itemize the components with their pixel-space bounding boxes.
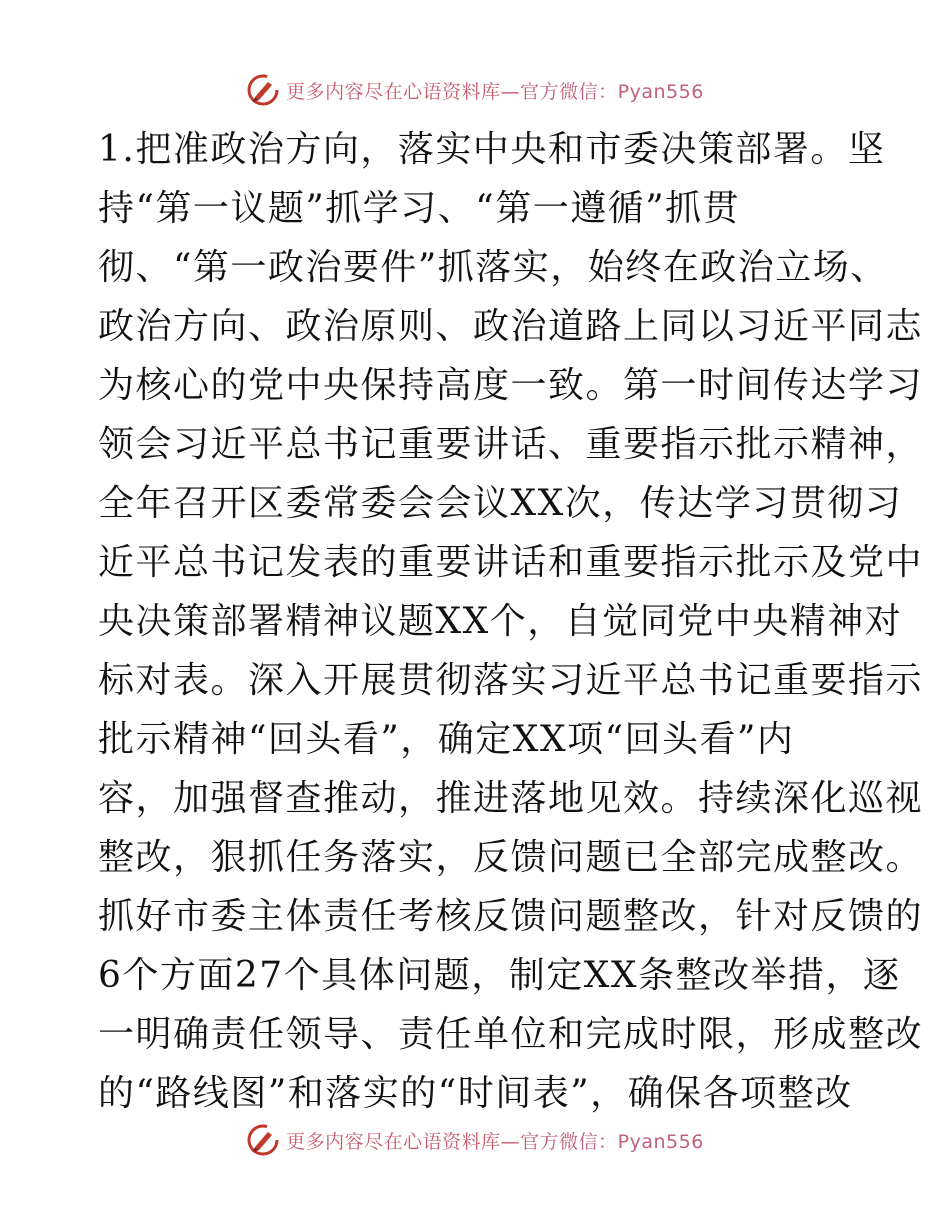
header-banner-text xyxy=(286,77,704,104)
paragraph-line: 标对表。深入开展贯彻落实习近平总书记重要指示 xyxy=(98,660,924,701)
paragraph-line: 彻、“第一政治要件”抓落实，始终在政治立场、 xyxy=(98,247,888,288)
pen-logo-icon xyxy=(246,73,280,107)
header-library-text: 更多内容尽在心语资料库 xyxy=(286,80,501,103)
pen-logo-icon xyxy=(246,1123,280,1157)
paragraph-line: 1.把准政治方向，落实中央和市委决策部署。坚 xyxy=(98,129,886,170)
paragraph-line: 近平总书记发表的重要讲话和重要指示批示及党中 xyxy=(98,542,924,583)
header-wechat-text: 官方微信：Pyan556 xyxy=(520,80,704,103)
paragraph-line: 整改，狠抓任务落实，反馈问题已全部完成整改。 xyxy=(98,837,924,878)
paragraph-line: 持“第一议题”抓学习、“第一遵循”抓贯 xyxy=(98,188,741,229)
footer-banner xyxy=(0,1120,950,1160)
paragraph-line: 一明确责任领导、责任单位和完成时限，形成整改 xyxy=(98,1014,924,1055)
paragraph-line: 批示精神“回头看”，确定XX项“回头看”内 xyxy=(98,719,795,760)
footer-wechat-text: 官方微信：Pyan556 xyxy=(520,1130,704,1153)
header-banner xyxy=(0,70,950,110)
footer-library-text: 更多内容尽在心语资料库 xyxy=(286,1130,501,1153)
paragraph-line: 容，加强督查推动，推进落地见效。持续深化巡视 xyxy=(98,778,924,819)
paragraph-line: 6个方面27个具体问题，制定XX条整改举措，逐 xyxy=(98,955,901,996)
paragraph-line: 领会习近平总书记重要讲话、重要指示批示精神， xyxy=(98,424,924,465)
document-paragraph xyxy=(98,120,924,1123)
footer-banner-text xyxy=(286,1127,704,1154)
paragraph-line: 为核心的党中央保持高度一致。第一时间传达学习 xyxy=(98,365,924,406)
paragraph-line: 全年召开区委常委会会议XX次，传达学习贯彻习 xyxy=(98,483,903,524)
paragraph-line: 政治方向、政治原则、政治道路上同以习近平同志 xyxy=(98,306,924,347)
paragraph-line: 的“路线图”和落实的“时间表”，确保各项整改 xyxy=(98,1073,853,1114)
footer-separator: — xyxy=(500,1130,521,1153)
paragraph-line: 抓好市委主体责任考核反馈问题整改，针对反馈的 xyxy=(98,896,924,937)
header-separator: — xyxy=(500,80,521,103)
paragraph-line: 央决策部署精神议题XX个，自觉同党中央精神对 xyxy=(98,601,903,642)
